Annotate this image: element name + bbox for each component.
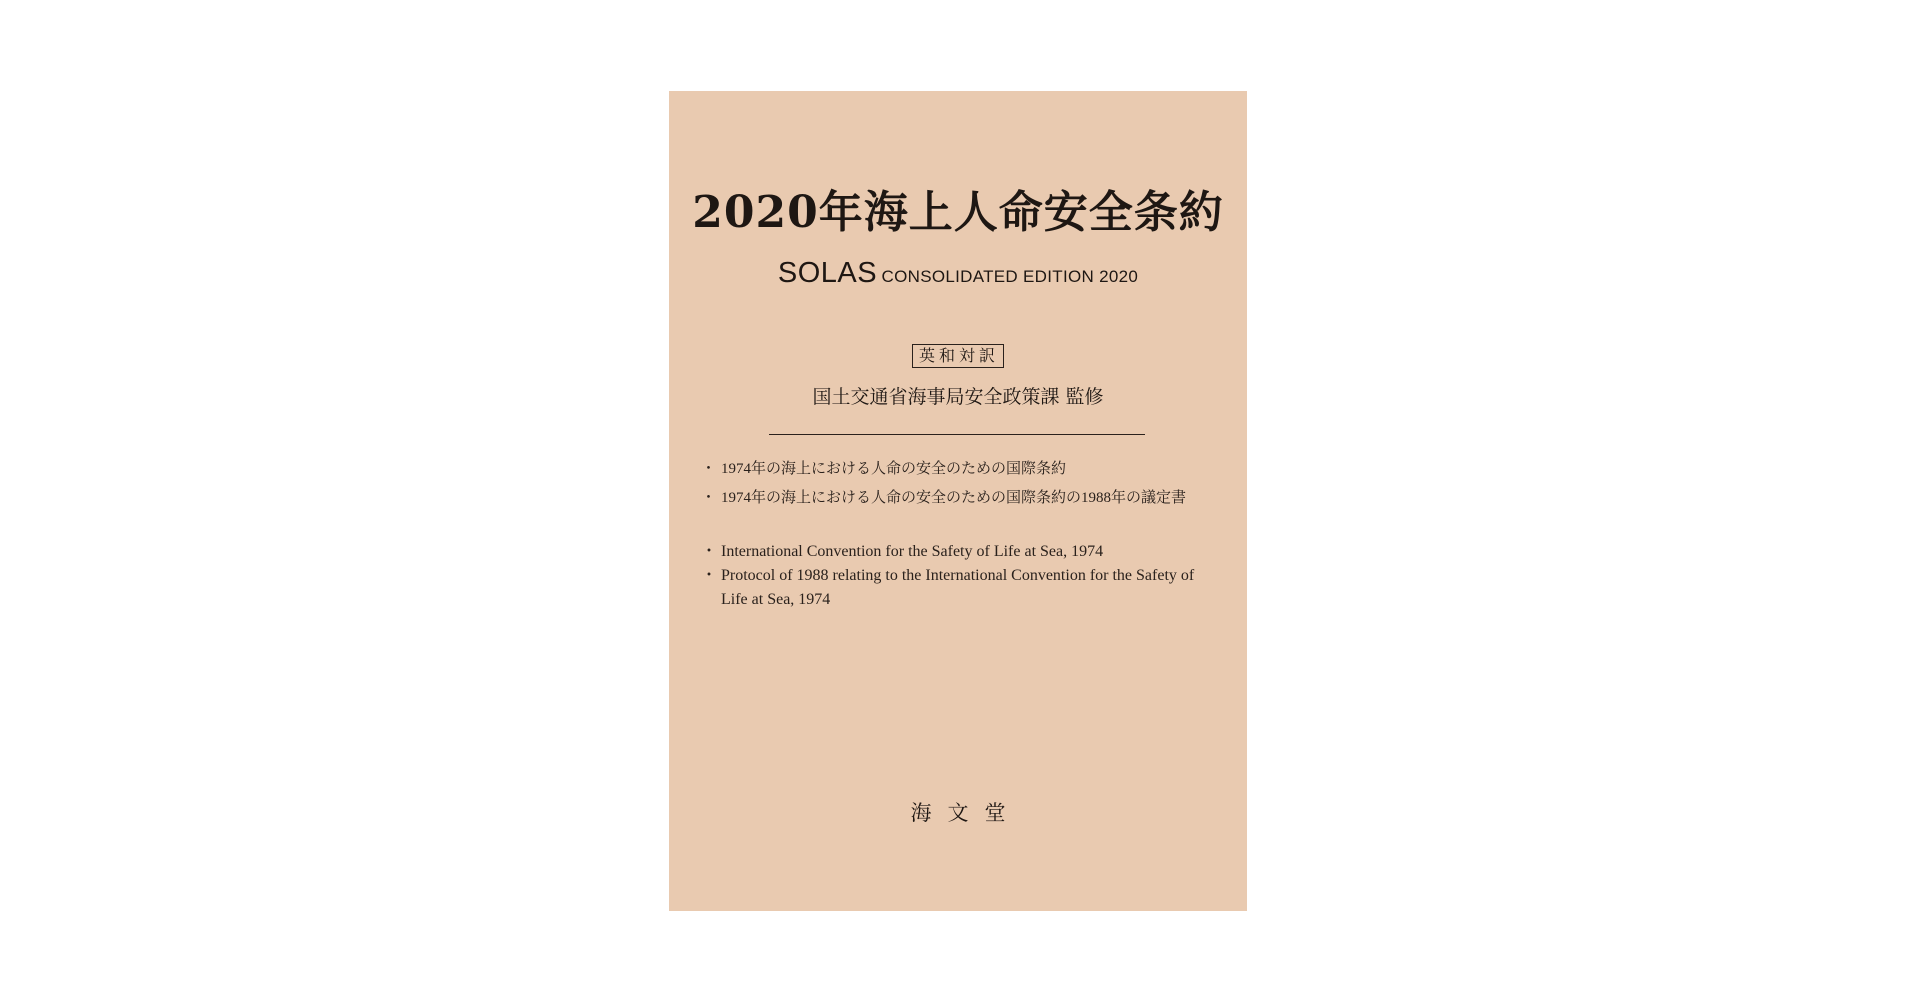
list-item: ・ Protocol of 1988 relating to the International Convention for the Safety of Life at Sea, 1974 <box>707 564 1207 612</box>
list-item: ・ 1974年の海上における人命の安全のための国際条約の1988年の議定書 <box>707 484 1207 513</box>
badge-container <box>669 344 1247 368</box>
list-item: ・ International Convention for the Safety of Life at Sea, 1974 <box>707 540 1207 564</box>
supervisor-credit: 国土交通省海事局安全政策課 監修 <box>812 386 1104 408</box>
divider-line <box>769 434 1145 435</box>
japanese-contents-list <box>707 455 1207 513</box>
english-contents-list <box>707 540 1207 612</box>
list-item: ・ 1974年の海上における人命の安全のための国際条約 <box>707 455 1207 484</box>
translation-badge: 英和対訳 <box>912 344 1004 368</box>
subtitle-solas: SOLAS <box>777 257 878 289</box>
book-title: 2020年海上人命安全条約 <box>692 187 1224 238</box>
book-cover <box>669 91 1247 911</box>
subtitle-edition: CONSOLIDATED EDITION 2020 <box>881 267 1139 286</box>
publisher-name: 海文堂 <box>910 801 1022 825</box>
book-subtitle <box>669 259 1247 288</box>
